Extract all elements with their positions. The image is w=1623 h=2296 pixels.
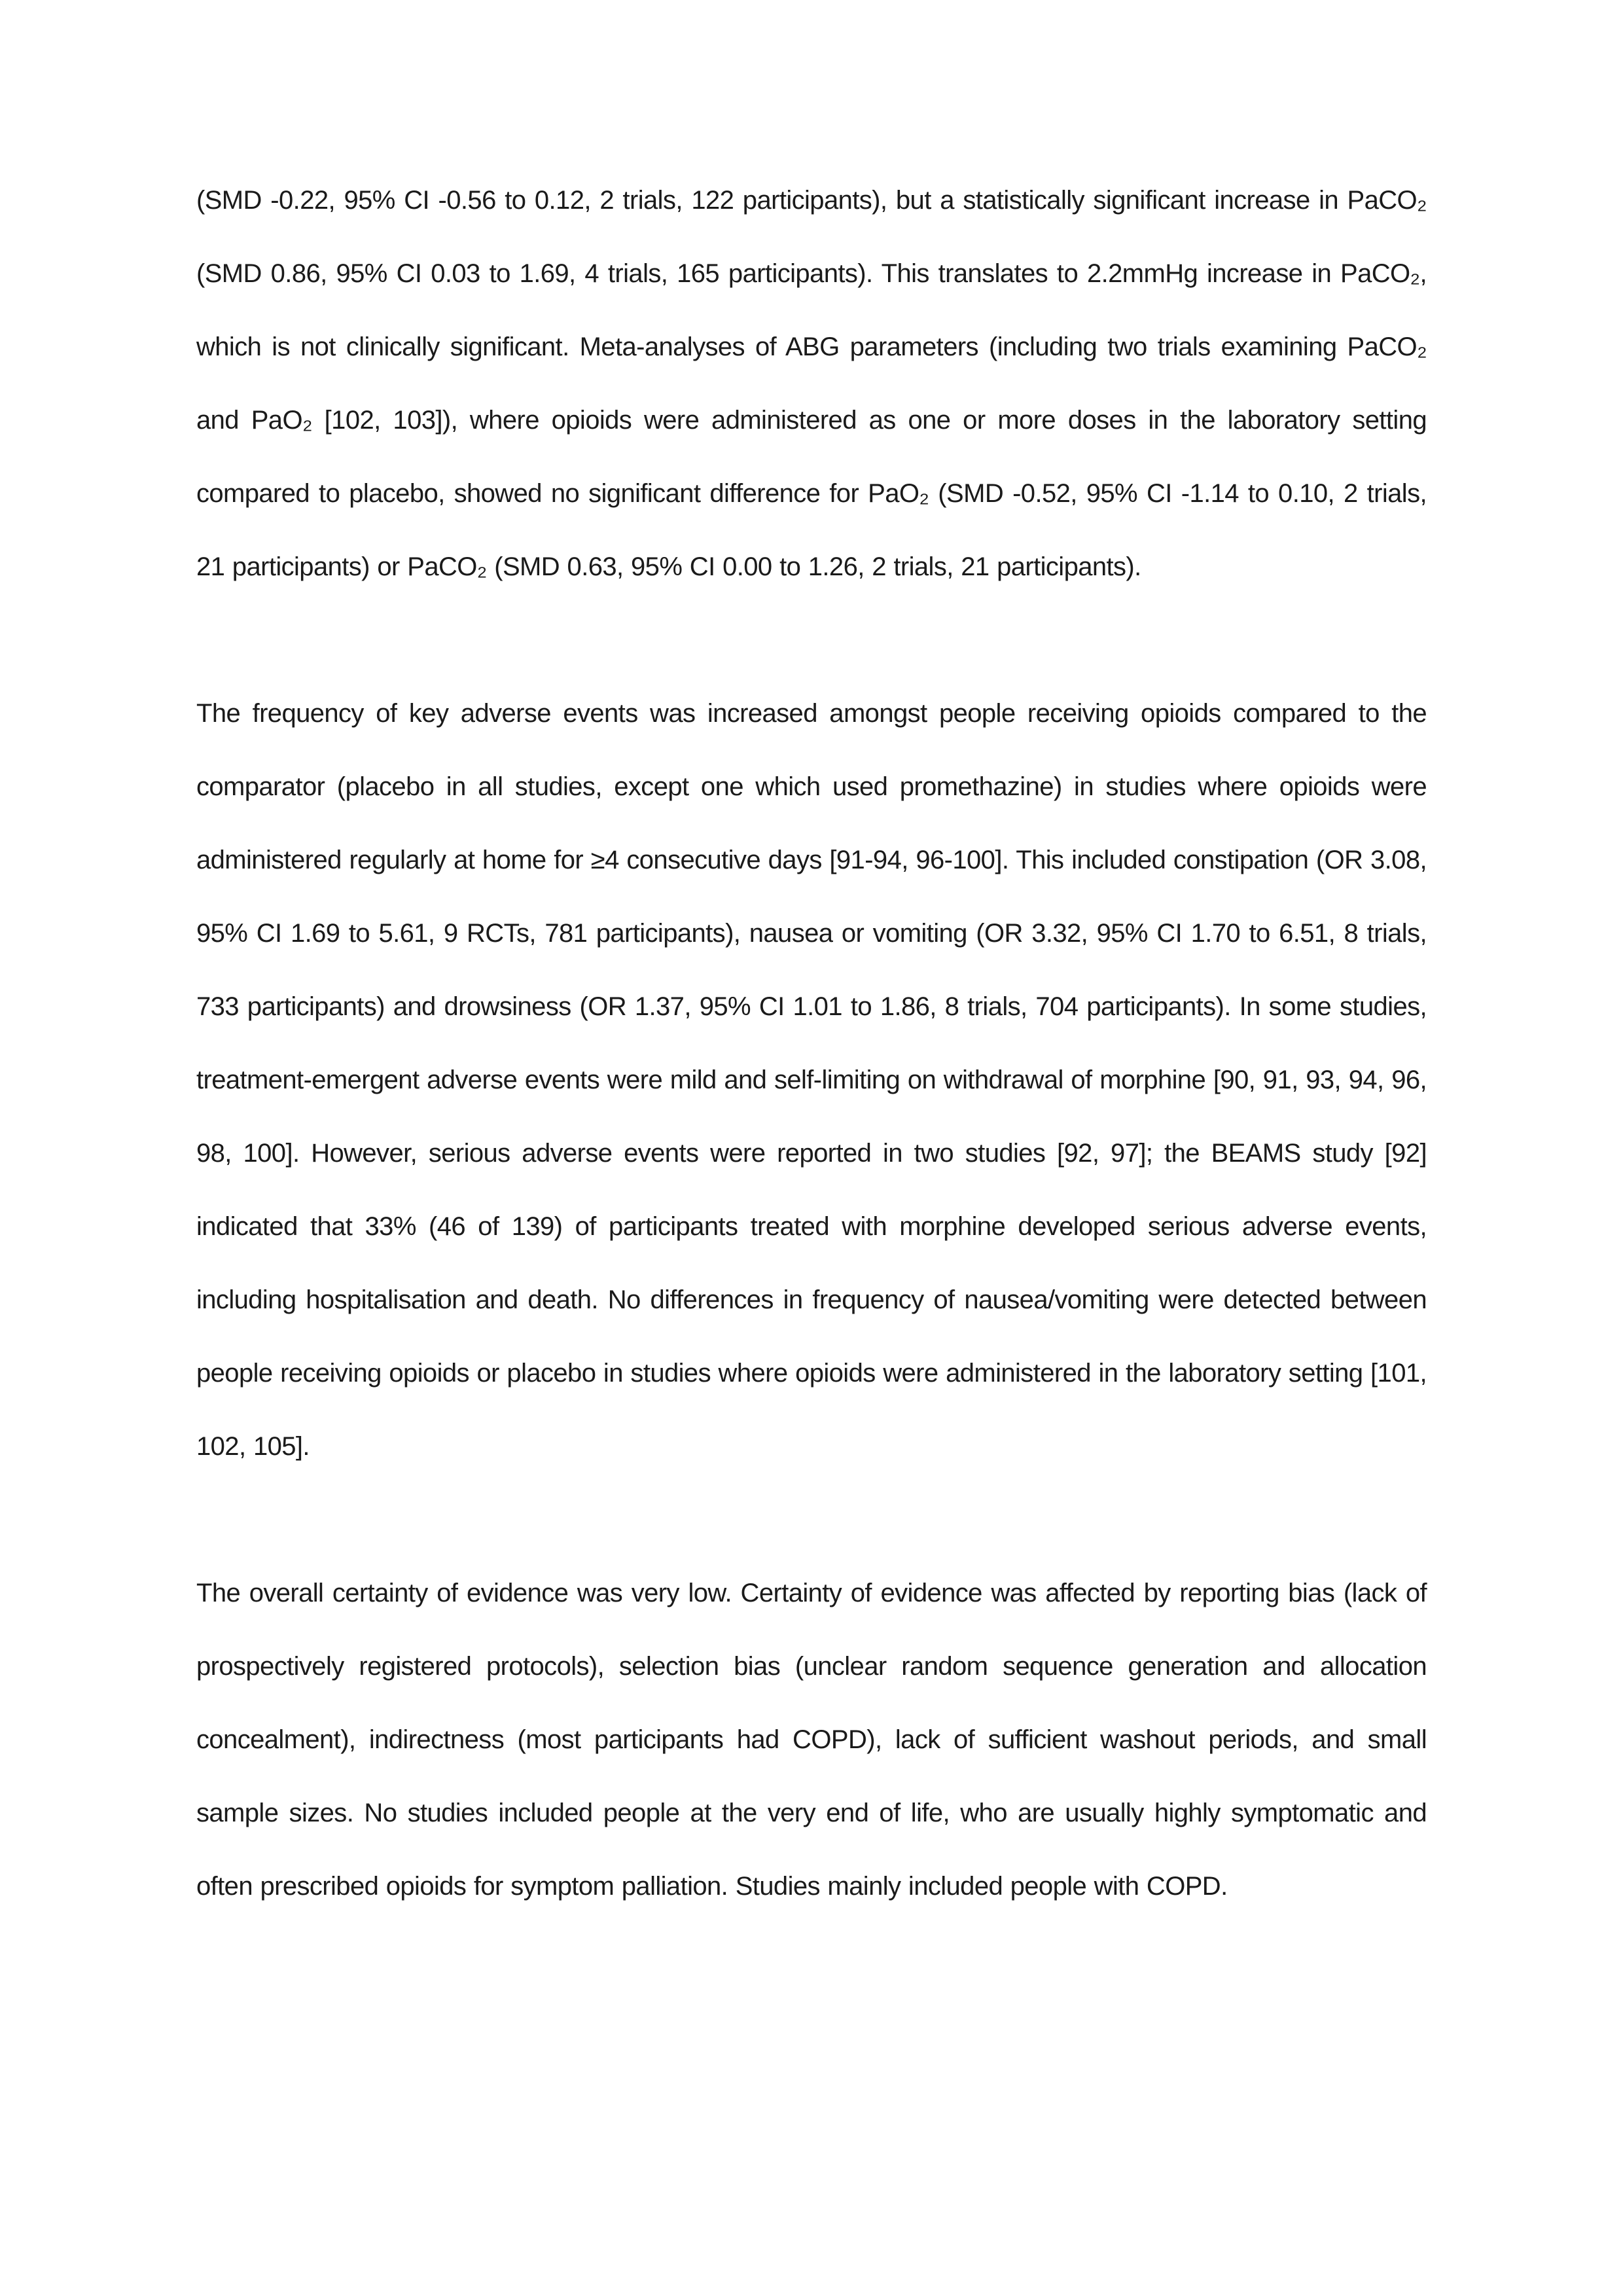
paragraph-adverse-events: The frequency of key adverse events was increased amongst people receiving opioids compared to the comparator (placebo in all studies, except one which used promethazine) in studies where opioids were administered regularly at home for ≥4 consecutive days [91-94, 96-100]. This included constipation (OR 3.08, 95% CI 1.69 to 5.61, 9 RCTs, 781 participants), nausea or vomiting (OR 3.32, 95% CI 1.70 to 6.51, 8 trials, 733 participants) and drowsiness (OR 1.37, 95% CI 1.01 to 1.86, 8 trials, 704 participants). In some studies, treatment-emergent adverse events were mild and self-limiting on withdrawal of morphine [90, 91, 93, 94, 96, 98, 100]. However, serious adverse events were reported in two studies [92, 97]; the BEAMS study [92] indicated that 33% (46 of 139) of participants treated with morphine developed serious adverse events, including hospitalisation and death. No differences in frequency of nausea/vomiting were detected between people receiving opioids or placebo in studies where opioids were administered in the laboratory setting [101, 102, 105].	[196, 699, 1427, 1461]
paragraph-certainty-of-evidence: The overall certainty of evidence was very low. Certainty of evidence was affected by reporting bias (lack of prospectively registered protocols), selection bias (unclear random sequence generation and allocation concealment), indirectness (most participants had COPD), lack of sufficient washout periods, and small sample sizes. No studies included people at the very end of life, who are usually highly symptomatic and often prescribed opioids for symptom palliation. Studies mainly included people with COPD.	[196, 1579, 1427, 1901]
paragraph-abg-outcomes: (SMD -0.22, 95% CI -0.56 to 0.12, 2 trials, 122 participants), but a statistically significant increase in PaCO₂ (SMD 0.86, 95% CI 0.03 to 1.69, 4 trials, 165 participants). This translates to 2.2mmHg increase in PaCO₂, which is not clinically significant. Meta-analyses of ABG parameters (including two trials examining PaCO₂ and PaO₂ [102, 103]), where opioids were administered as one or more doses in the laboratory setting compared to placebo, showed no significant difference for PaO₂ (SMD -0.52, 95% CI -1.14 to 0.10, 2 trials, 21 participants) or PaCO₂ (SMD 0.63, 95% CI 0.00 to 1.26, 2 trials, 21 participants).	[196, 186, 1427, 581]
text-column	[196, 164, 1427, 1923]
